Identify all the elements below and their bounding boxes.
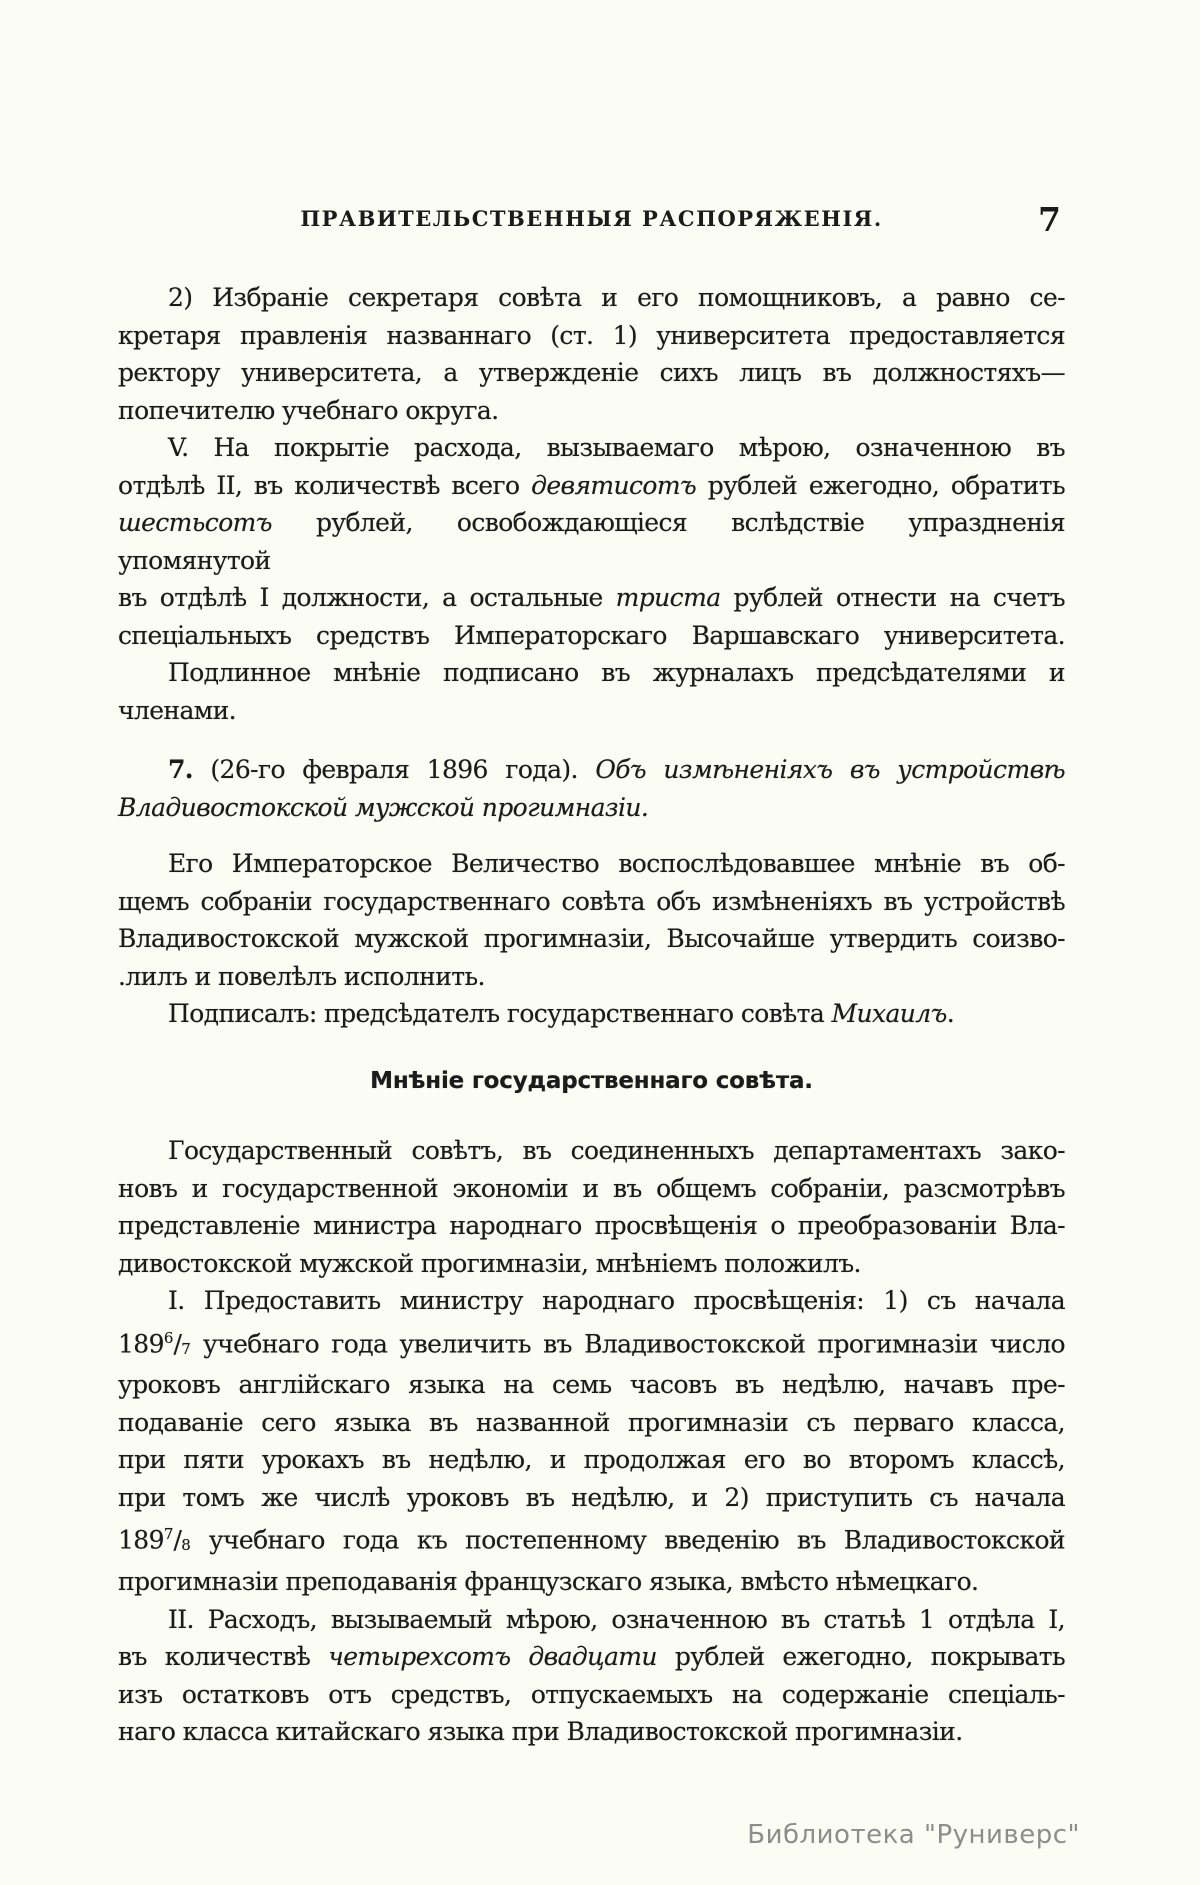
text-line — [118, 1563, 1065, 1601]
text-line — [118, 617, 1065, 655]
para-signature — [118, 995, 1065, 1033]
text-segment: учебнаго года увеличить въ Владивостокской прогимназіи число — [190, 1328, 1065, 1358]
text-line — [118, 1713, 1065, 1751]
text-segment: триста — [615, 583, 721, 612]
text-segment: 189 — [118, 1328, 164, 1358]
text-line — [118, 1516, 1065, 1563]
text-segment: Подписалъ: предсѣдателъ государственнаго совѣта — [168, 999, 832, 1028]
document-body — [118, 279, 1065, 1751]
text-segment: / — [173, 1328, 182, 1358]
text-line — [118, 1320, 1065, 1367]
text-line — [118, 1063, 1065, 1101]
text-line — [118, 845, 1065, 883]
page-number: 7 — [1038, 200, 1061, 239]
text-segment: рублей ежегодно, обратить — [696, 470, 1065, 500]
para-imperial-approval — [118, 845, 1065, 995]
text-line — [118, 1366, 1065, 1404]
heading-state-council-opinion — [118, 1063, 1065, 1101]
text-line — [118, 1638, 1065, 1676]
text-segment: наго класса китайскаго языка при Владивостокской прогимназіи. — [118, 1717, 963, 1747]
para-section-two — [118, 1601, 1065, 1751]
text-line — [118, 1441, 1065, 1479]
text-line — [118, 317, 1065, 355]
text-line — [118, 1282, 1065, 1320]
text-segment: .лилъ и повелѣлъ исполнить. — [118, 961, 485, 991]
text-segment: представленіе министра народнаго просвѣщенія о преобразованіи Вла- — [118, 1211, 1065, 1240]
text-line — [118, 1132, 1065, 1170]
text-line — [118, 883, 1065, 921]
text-segment: рублей ежегодно, покрывать — [656, 1642, 1065, 1672]
text-line — [118, 654, 1065, 692]
para-council-review — [118, 1132, 1065, 1282]
text-segment: новъ и государственной экономіи и въ общемъ собраніи, разсмотрѣвъ — [118, 1173, 1065, 1203]
text-line — [118, 995, 1065, 1033]
text-segment: шестьсотъ — [118, 508, 272, 537]
text-segment: 189 — [118, 1525, 164, 1555]
text-line — [118, 504, 1065, 579]
text-segment: 6 — [163, 1328, 174, 1347]
text-line — [118, 354, 1065, 392]
text-line — [118, 279, 1065, 317]
text-segment: Мнѣніе государственнаго совѣта. — [370, 1067, 813, 1094]
text-line — [118, 1601, 1065, 1639]
text-segment: при пяти урокахъ въ недѣлю, и продолжая его во второмъ классѣ, — [118, 1445, 1065, 1475]
text-line — [118, 467, 1065, 505]
text-block — [118, 200, 1065, 1751]
text-segment: четырехсотъ двадцати — [328, 1642, 657, 1672]
text-segment: 7. — [168, 755, 193, 784]
text-segment: рублей, освобождающіеся вслѣдствіе упраздненія упомянутой — [118, 508, 1065, 575]
text-line — [118, 1207, 1065, 1245]
text-segment: девятисотъ — [531, 470, 697, 500]
text-line — [118, 751, 1065, 789]
page-header-title: ПРАВИТЕЛЬСТВЕННЫЯ РАСПОРЯЖЕНІЯ. — [300, 206, 883, 231]
text-segment: II. Расходъ, вызываемый мѣрою, означенною въ статьѣ 1 отдѣла I, — [168, 1604, 1065, 1634]
text-segment: 7 — [181, 1339, 191, 1358]
para-section-one — [118, 1282, 1065, 1601]
text-line — [118, 920, 1065, 958]
text-segment: 7 — [163, 1525, 174, 1544]
text-segment: Подлинное мнѣніе подписано въ журналахъ предсѣдателями и — [168, 658, 1065, 687]
text-line — [118, 789, 1065, 827]
text-segment: отдѣлѣ II, въ количествѣ всего — [118, 470, 532, 500]
para-expense-coverage — [118, 429, 1065, 654]
text-line — [118, 958, 1065, 996]
para-signed-opinion — [118, 654, 1065, 729]
text-segment: Государственный совѣтъ, въ соединенныхъ департаментахъ зако- — [168, 1136, 1065, 1165]
text-segment: . — [946, 999, 955, 1028]
para-secretary-election — [118, 279, 1065, 429]
text-segment: / — [173, 1525, 182, 1555]
text-segment: 2) Избраніе секретаря совѣта и его помощниковъ, а равно се- — [168, 283, 1065, 312]
text-segment: Михаилъ — [831, 999, 947, 1028]
text-segment: Владивостокской мужской прогимназіи. — [118, 792, 649, 822]
text-line — [118, 579, 1065, 617]
text-segment: учебнаго года къ постепенному введенію въ Владивостокской — [190, 1525, 1065, 1555]
text-segment: ректору университета, а утвержденіе сихъ лицъ въ должностяхъ— — [118, 358, 1065, 387]
text-segment: попечителю учебнаго округа. — [118, 395, 499, 425]
text-line — [118, 392, 1065, 430]
text-segment: (26-го февраля 1896 года). — [192, 755, 596, 784]
text-segment: въ отдѣлѣ I должности, а остальные — [118, 583, 616, 612]
text-segment: въ количествѣ — [118, 1642, 329, 1672]
text-segment: прогимназіи преподаванія французскаго языка, вмѣсто нѣмецкаго. — [118, 1567, 979, 1597]
text-line — [118, 1170, 1065, 1208]
text-segment: кретаря правленія названнаго (ст. 1) университета предоставляется — [118, 320, 1065, 350]
text-segment: Владивостокской мужской прогимназіи, Высочайше утвердить соизво- — [118, 924, 1065, 953]
text-segment: членами. — [118, 695, 237, 725]
text-segment: Его Императорское Величество воспослѣдовавшее мнѣніе въ об- — [168, 849, 1065, 878]
text-segment: подаваніе сего языка въ названной прогимназіи съ перваго класса, — [118, 1407, 1065, 1437]
text-segment: дивостокской мужской прогимназіи, мнѣніемъ положилъ. — [118, 1248, 861, 1278]
text-segment: изъ остатковъ отъ средствъ, отпускаемыхъ на содержаніе спеціаль- — [118, 1679, 1065, 1709]
text-line — [118, 1245, 1065, 1283]
text-segment: спеціальныхъ средствъ Императорскаго Варшавскаго университета. — [118, 620, 1065, 650]
text-line — [118, 1479, 1065, 1517]
text-segment: при томъ же числѣ уроковъ въ недѣлю, и 2) приступить съ начала — [118, 1482, 1065, 1512]
text-line — [118, 429, 1065, 467]
text-segment: V. На покрытіе расхода, вызываемаго мѣрою, означенною въ — [168, 433, 1065, 462]
item-7-heading — [118, 751, 1065, 826]
text-segment: I. Предоставить министру народнаго просвѣщенія: 1) съ начала — [168, 1286, 1065, 1315]
text-line — [118, 692, 1065, 730]
text-segment: щемъ собраніи государственнаго совѣта объ измѣненіяхъ въ устройствѣ — [118, 886, 1065, 916]
text-segment: Объ измѣненіяхъ въ устройствѣ — [595, 755, 1065, 784]
text-segment: рублей отнести на счетъ — [720, 583, 1065, 612]
text-line — [118, 1676, 1065, 1714]
text-segment: 8 — [181, 1536, 191, 1555]
watermark-library-credit: Библиотека "Руниверс" — [747, 1820, 1080, 1850]
text-line — [118, 1404, 1065, 1442]
running-header — [118, 200, 1065, 239]
text-segment: уроковъ англійскаго языка на семь часовъ въ недѣлю, начавъ пре- — [118, 1370, 1065, 1400]
